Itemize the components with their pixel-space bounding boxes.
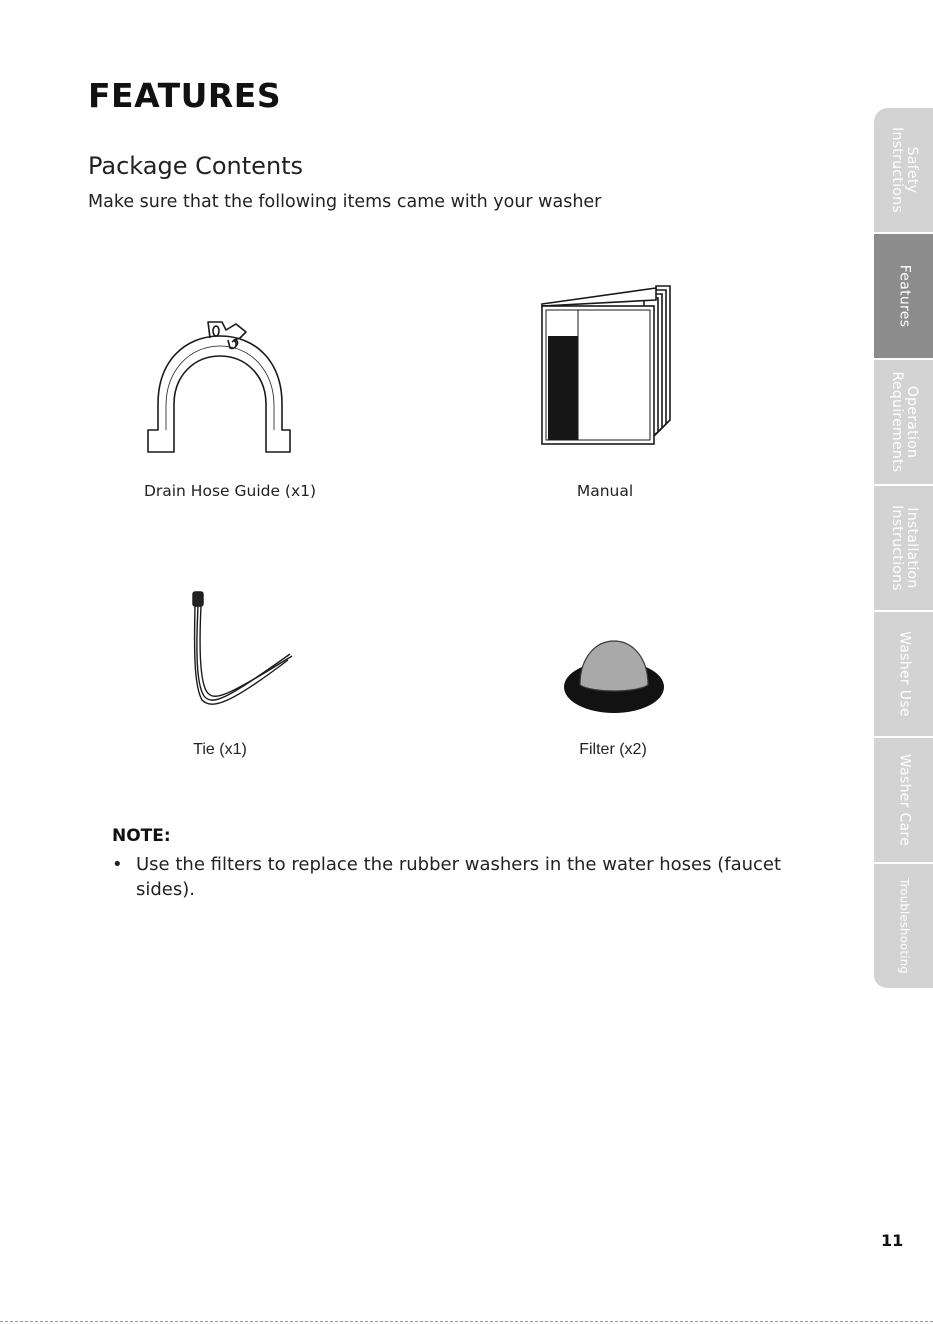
section-tabs bbox=[874, 108, 933, 990]
item-caption-drain-hose-guide: Drain Hose Guide (x1) bbox=[143, 482, 317, 500]
page-number: 11 bbox=[881, 1231, 904, 1250]
tab-washer-use[interactable] bbox=[874, 612, 933, 738]
item-caption-filter: Filter (x2) bbox=[579, 741, 647, 758]
tab-label: Troubleshooting bbox=[897, 878, 911, 974]
tab-features[interactable] bbox=[874, 234, 933, 360]
intro-text: Make sure that the following items came with your washer bbox=[88, 192, 602, 212]
tab-installation-instructions[interactable] bbox=[874, 486, 933, 612]
tab-washer-care[interactable] bbox=[874, 738, 933, 864]
page-title: FEATURES bbox=[88, 76, 282, 115]
tab-label: Washer Care bbox=[896, 753, 912, 847]
drain-hose-guide-icon bbox=[140, 316, 300, 458]
tab-operation-requirements[interactable] bbox=[874, 360, 933, 486]
filter-icon bbox=[560, 635, 668, 717]
tab-safety-instructions[interactable] bbox=[874, 108, 933, 234]
note-item: • Use the filters to replace the rubber washers in the water hoses (faucet sides). bbox=[112, 852, 792, 902]
section-title: Package Contents bbox=[88, 152, 304, 180]
tab-label: Safety Instructions bbox=[888, 127, 920, 213]
manual-icon bbox=[536, 282, 676, 448]
tab-label: Washer Use bbox=[896, 631, 912, 717]
tab-troubleshooting[interactable] bbox=[874, 864, 933, 990]
tab-label: Installation Instructions bbox=[888, 505, 920, 591]
cable-tie-icon bbox=[186, 588, 298, 714]
note-list bbox=[112, 852, 792, 902]
page-edge-divider bbox=[0, 1321, 933, 1322]
item-caption-manual: Manual bbox=[576, 482, 634, 500]
tab-label: Operation Requirements bbox=[888, 371, 920, 473]
tab-label: Features bbox=[896, 264, 912, 328]
note-label: NOTE: bbox=[112, 826, 171, 846]
item-caption-tie: Tie (x1) bbox=[193, 741, 247, 758]
